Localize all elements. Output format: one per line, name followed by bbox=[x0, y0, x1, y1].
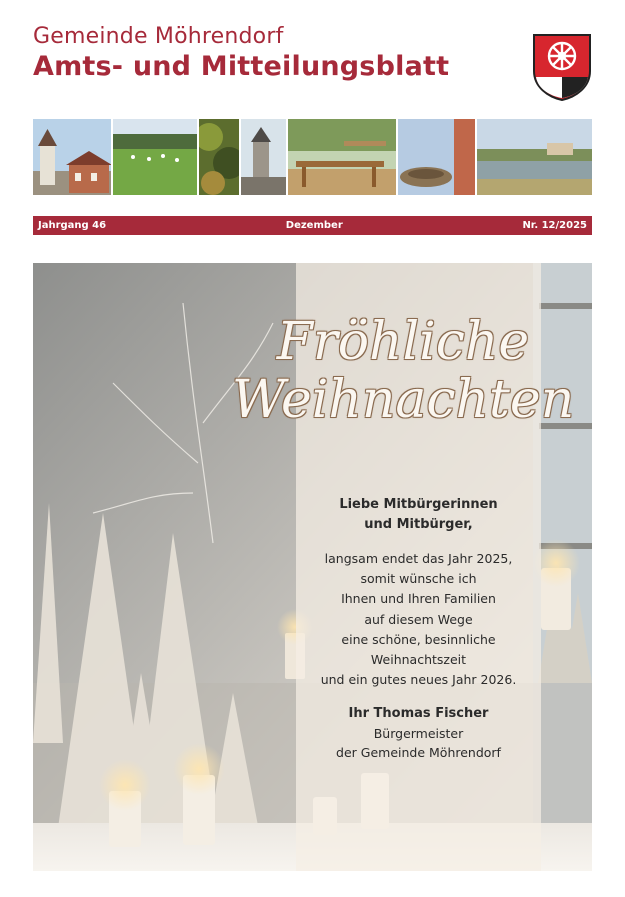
letter-line: auf diesem Wege bbox=[364, 611, 473, 627]
photo-church-tower bbox=[241, 119, 286, 195]
issue-number: Nr. 12/2025 bbox=[522, 220, 587, 231]
letter-line: somit wünsche ich bbox=[360, 571, 477, 587]
letter-line: Ihnen und Ihren Familien bbox=[341, 591, 496, 607]
municipality-name: Gemeinde Möhrendorf bbox=[33, 24, 284, 49]
salutation-line-2: und Mitbürger, bbox=[364, 517, 473, 532]
letter-line: eine schöne, besinnliche bbox=[341, 631, 496, 647]
coat-of-arms-icon bbox=[532, 33, 592, 101]
greeting-line-1: Fröhliche bbox=[276, 312, 530, 372]
publication-title: Amts- und Mitteilungsblatt bbox=[33, 51, 450, 82]
issue-info-bar bbox=[33, 216, 592, 235]
christmas-greeting-image bbox=[33, 263, 592, 871]
salutation-line-1: Liebe Mitbürgerinnen bbox=[339, 497, 498, 512]
signer-organisation: der Gemeinde Möhrendorf bbox=[336, 745, 501, 761]
letter-line: und ein gutes neues Jahr 2026. bbox=[320, 672, 517, 688]
volume-label: Jahrgang 46 bbox=[38, 220, 107, 231]
masthead bbox=[33, 24, 513, 84]
signer-role: Bürgermeister bbox=[373, 726, 464, 742]
letter-body bbox=[296, 549, 541, 690]
signer-name: Ihr Thomas Fischer bbox=[348, 706, 489, 722]
photo-pond bbox=[477, 119, 592, 195]
mayor-letter bbox=[296, 495, 541, 762]
letter-line: langsam endet das Jahr 2025, bbox=[324, 551, 513, 566]
photo-strip bbox=[33, 119, 592, 195]
photo-stork-nest bbox=[398, 119, 476, 195]
photo-church-village bbox=[33, 119, 111, 195]
photo-tree-foliage bbox=[199, 119, 239, 195]
month-label: Dezember bbox=[285, 220, 343, 231]
greeting-line-2: Weihnachten bbox=[231, 370, 575, 430]
greeting-title bbox=[223, 313, 583, 429]
photo-storks-meadow bbox=[113, 119, 198, 195]
letter-line: Weihnachtszeit bbox=[370, 652, 467, 668]
photo-wooden-benches bbox=[288, 119, 396, 195]
